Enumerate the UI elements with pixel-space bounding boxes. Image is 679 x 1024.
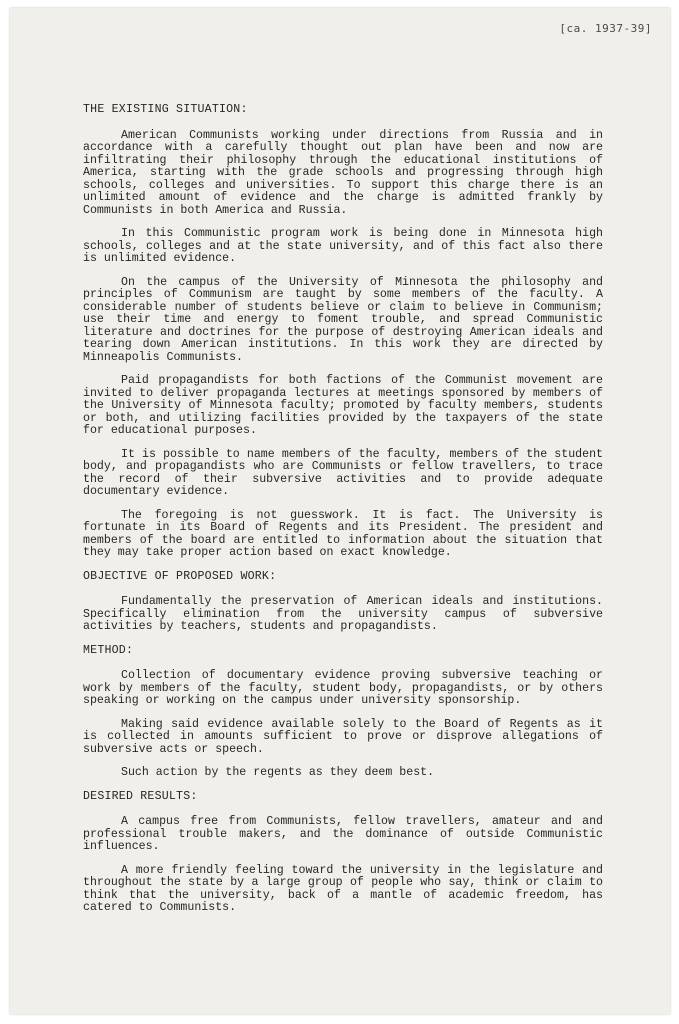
date-annotation: [ca. 1937-39] — [559, 22, 652, 35]
section-heading: THE EXISTING SITUATION: — [83, 103, 248, 116]
paragraph: It is possible to name members of the faculty, members of the student body, and propagandists who are Communists or fellow travellers, to trace the record of their subversive activities and to provide adequate documentary evidence. — [83, 447, 603, 498]
paragraph: Paid propagandists for both factions of the Communist movement are invited to deliver propaganda lectures at meetings sponsored by members of the University of Minnesota faculty; promoted by faculty members, students or both, and utilizing facilities provided by the taxpayers of the state for educational purposes. — [83, 374, 603, 437]
section-existing-situation — [83, 104, 603, 560]
paragraph: A more friendly feeling toward the university in the legislature and throughout the state by a large group of people who say, think or claim to think that the university, back of a mantle of academic freedom, has catered to Communists. — [83, 863, 603, 914]
paragraph: American Communists working under directions from Russia and in accordance with a carefully thought out plan have been and now are infiltrating their philosophy through the educational institutions of America, starting with the grade schools and progressing through high schools, colleges and universities. To support this charge there is an unlimited amount of evidence and the charge is admitted frankly by Communists in both America and Russia. — [83, 128, 603, 217]
paragraph: Collection of documentary evidence proving subversive teaching or work by members of the faculty, student body, propagandists, or by others speaking or working on the campus under university sponsorship. — [83, 669, 603, 707]
paragraph: Fundamentally the preservation of American ideals and institutions. Specifically elimination from the university campus of subversive activities by teachers, students and propagandists. — [83, 595, 603, 633]
paragraph: Such action by the regents as they deem best. — [121, 766, 435, 779]
section-heading: DESIRED RESULTS: — [83, 789, 198, 803]
paragraph: In this Communistic program work is being done in Minnesota high schools, colleges and at the state university, and of this fact also there is unlimited evidence. — [83, 227, 603, 265]
section-heading: OBJECTIVE OF PROPOSED WORK: — [83, 569, 277, 583]
section-heading: METHOD: — [83, 643, 134, 657]
paragraph: The foregoing is not guesswork. It is fact. The University is fortunate in its Board of Regents and its President. The president and members of the board are entitled to information about the situation that they may take proper action based on exact knowledge. — [83, 508, 603, 559]
section-desired-results — [83, 791, 603, 915]
section-method — [83, 645, 603, 780]
section-objective — [83, 571, 603, 634]
paragraph: A campus free from Communists, fellow travellers, amateur and and professional trouble makers, and the dominance of outside Communistic influences. — [83, 815, 603, 853]
paragraph: Making said evidence available solely to the Board of Regents as it is collected in amounts sufficient to prove or disprove allegations of subversive acts or speech. — [83, 717, 603, 756]
document-body — [83, 104, 603, 926]
document-page — [10, 8, 670, 1014]
paragraph: On the campus of the University of Minnesota the philosophy and principles of Communism are taught by some members of the faculty. A considerable number of students believe or claim to believe in Communism; use their time and energy to foment trouble, and spread Communistic literature and doctrines for the purpose of destroying American ideals and tearing down American institutions. In this work they are directed by Minneapolis Communists. — [83, 275, 603, 364]
